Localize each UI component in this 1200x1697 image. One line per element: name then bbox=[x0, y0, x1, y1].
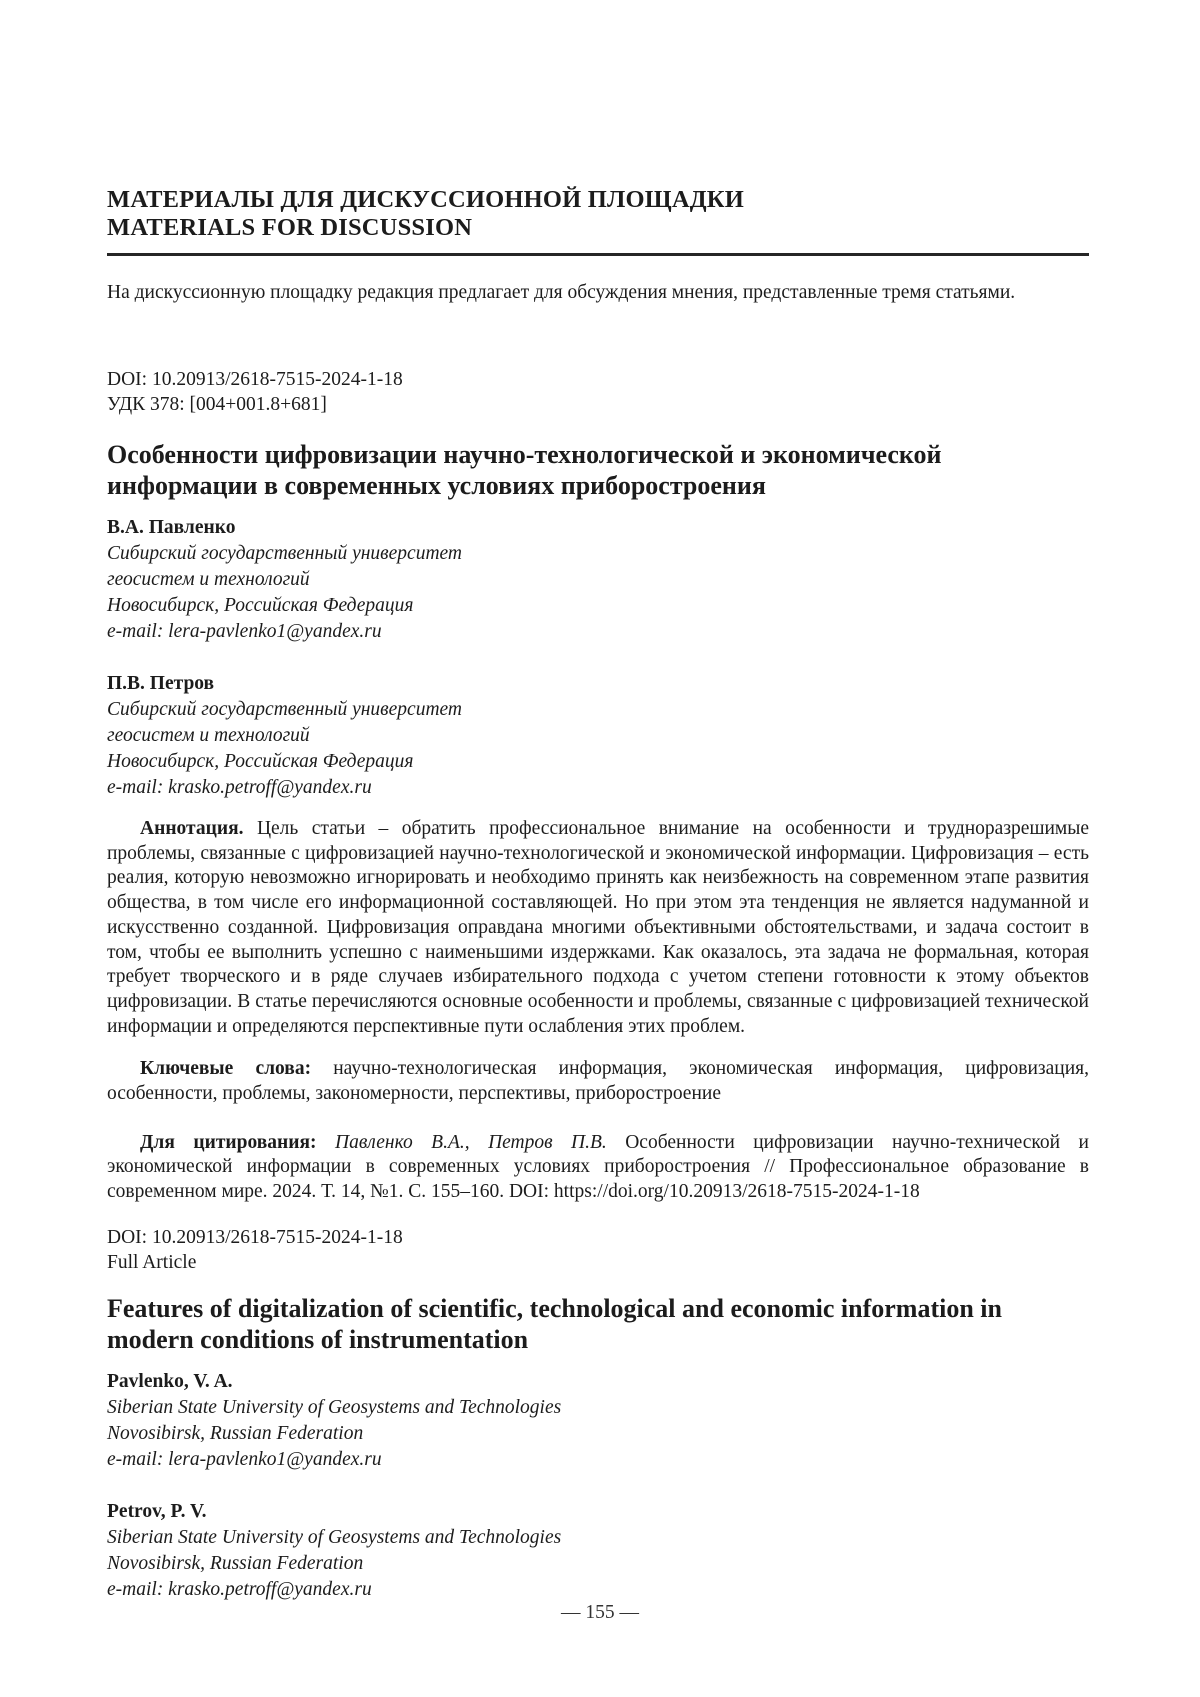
author-affiliation: Сибирский государственный университет bbox=[107, 543, 463, 564]
author-block-en-petrov bbox=[107, 1499, 1089, 1603]
section-title-en: MATERIALS FOR DISCUSSION bbox=[107, 214, 473, 241]
udk-line: УДК 378: [004+001.8+681] bbox=[107, 394, 327, 415]
keywords-label: Ключевые слова: bbox=[140, 1058, 312, 1080]
author-block-ru-pavlenko bbox=[107, 515, 1089, 645]
abstract-paragraph bbox=[107, 817, 1089, 1039]
author-affiliation: геосистем и технологий bbox=[107, 725, 310, 746]
article-title-ru: Особенности цифровизации научно-технологической и экономической информации в современных условиях приборостроения bbox=[107, 440, 942, 500]
author-location: Novosibirsk, Russian Federation bbox=[107, 1422, 364, 1444]
article-title-en: Features of digitalization of scientific, technological and economic information in modern conditions of instrumentation bbox=[107, 1293, 1002, 1354]
author-affiliation: Siberian State University of Geosystems and Technologies bbox=[107, 1396, 562, 1418]
author-affiliation: геосистем и технологий bbox=[107, 569, 310, 590]
author-location: Novosibirsk, Russian Federation bbox=[107, 1552, 364, 1574]
citation-authors: Павленко В.А., Петров П.В. bbox=[316, 1131, 607, 1153]
section-header-title bbox=[107, 186, 1089, 242]
header-rule bbox=[107, 253, 1089, 256]
keywords-paragraph bbox=[107, 1057, 1089, 1106]
doi-line-en: DOI: 10.20913/2618-7515-2024-1-18 bbox=[107, 1226, 403, 1248]
section-title-ru: МАТЕРИАЛЫ ДЛЯ ДИСКУССИОННОЙ ПЛОЩАДКИ bbox=[107, 186, 744, 213]
author-name: В.А. Павленко bbox=[107, 517, 236, 538]
citation-text: Особенности цифровизации научно-технической и экономической информации в современных условиях приборостроения // Профессиональное образование в современном мире. 2024. Т. 14, №1. С. 155–160. DOI: https://doi.org/10.20913/2618-7515-2024-1-18 bbox=[107, 1131, 1089, 1203]
author-email: e-mail: krasko.petroff@yandex.ru bbox=[107, 777, 372, 798]
author-email: e-mail: lera-pavlenko1@yandex.ru bbox=[107, 621, 382, 642]
citation-paragraph bbox=[107, 1131, 1089, 1205]
keywords-text: научно-технологическая информация, экономическая информация, цифровизация, особенности, проблемы, закономерности, перспективы, приборостроение bbox=[107, 1058, 1090, 1105]
article-ru-meta bbox=[107, 367, 1089, 417]
author-email: e-mail: lera-pavlenko1@yandex.ru bbox=[107, 1448, 382, 1470]
abstract-label: Аннотация. bbox=[140, 818, 244, 839]
author-affiliation: Сибирский государственный университет bbox=[107, 699, 463, 720]
section-intro: На дискуссионную площадку редакция предлагает для обсуждения мнения, представленные тремя статьями. bbox=[107, 282, 1016, 303]
page-number: — 155 — bbox=[561, 1602, 639, 1623]
author-location: Новосибирск, Российская Федерация bbox=[107, 595, 414, 616]
author-name: Pavlenko, V. A. bbox=[107, 1370, 233, 1392]
author-affiliation: Siberian State University of Geosystems and Technologies bbox=[107, 1526, 562, 1548]
author-name: П.В. Петров bbox=[107, 673, 215, 694]
section-header bbox=[107, 186, 1089, 305]
author-block-en-pavlenko bbox=[107, 1369, 1089, 1473]
citation-label: Для цитирования: bbox=[140, 1131, 317, 1153]
article-en-meta bbox=[107, 1225, 1089, 1275]
abstract-text: Цель статьи – обратить профессиональное внимание на особенности и трудноразрешимые проблемы, связанные с цифровизацией научно-технологической и экономической информации. Цифровизация – есть реалия, которую невозможно игнорировать и необходимо принять как неизбежность на современном этапе развития общества, в том числе его информационной составляющей. Но при этом эта тенденция не является надуманной и искусственно созданной. Цифровизация оправдана многими объективными обстоятельствами, и задача состоит в том, чтобы ее выполнить успешно с наименьшими издержками. Как оказалось, эта задача не формальная, которая требует творческого и в ряде случаев избирательного подхода с учетом степени готовности к этому объектов цифровизации. В статье перечисляются основные особенности и проблемы, связанные с цифровизацией технической информации и определяются перспективные пути ослабления этих проблем. bbox=[107, 818, 1089, 1037]
author-email: e-mail: krasko.petroff@yandex.ru bbox=[107, 1578, 372, 1600]
doi-line-ru: DOI: 10.20913/2618-7515-2024-1-18 bbox=[107, 369, 403, 390]
author-location: Новосибирск, Российская Федерация bbox=[107, 751, 414, 772]
article-english bbox=[107, 1225, 1089, 1603]
author-block-ru-petrov bbox=[107, 671, 1089, 801]
author-name: Petrov, P. V. bbox=[107, 1500, 207, 1522]
page-footer bbox=[0, 1600, 1200, 1625]
full-article-label: Full Article bbox=[107, 1251, 197, 1273]
article-russian bbox=[107, 367, 1089, 1205]
